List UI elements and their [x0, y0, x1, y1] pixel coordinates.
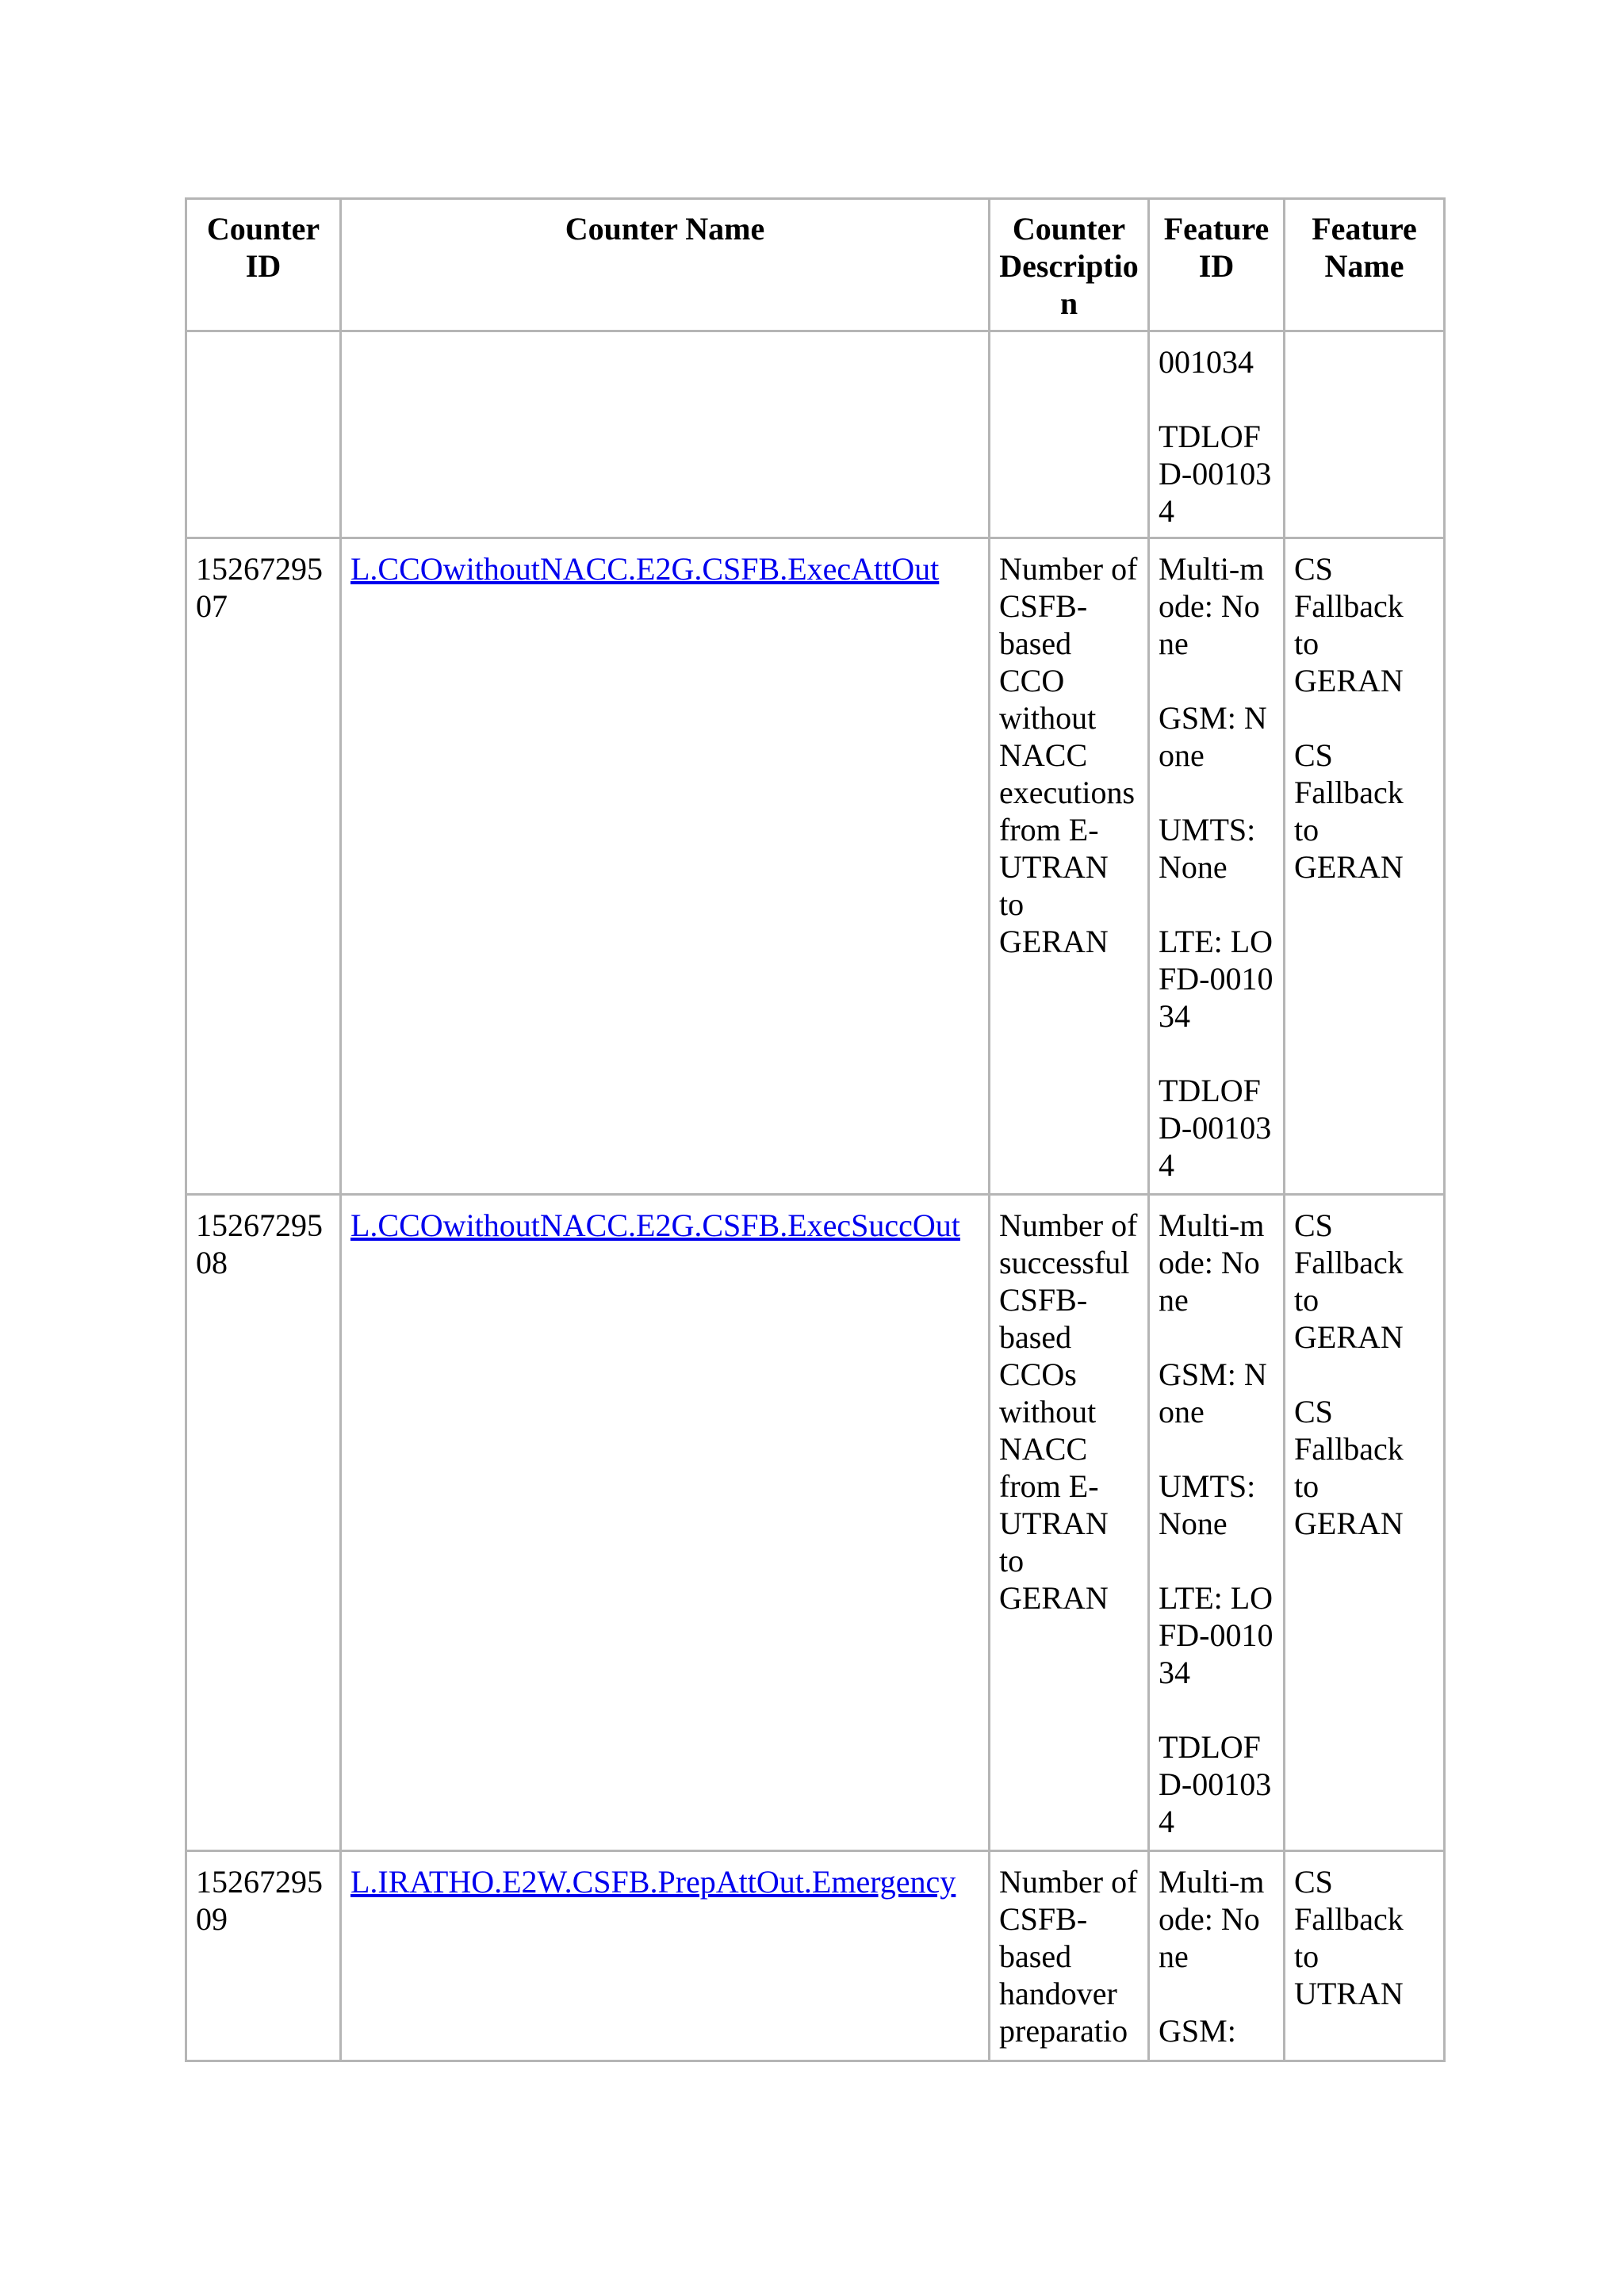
feature-id-cell — [1150, 539, 1285, 1196]
table-row — [187, 1196, 1446, 1852]
counter-name-cell — [342, 1196, 990, 1852]
header-feature-name: Feature Name — [1285, 200, 1446, 332]
table-row — [187, 539, 1446, 1196]
feature-name-entry: CS Fallback to GERAN — [1294, 551, 1404, 698]
counter-table — [185, 197, 1446, 2062]
counter-description-cell — [990, 332, 1150, 539]
feature-id-entry: GSM: None — [1159, 700, 1267, 773]
counter-id-cell — [187, 332, 342, 539]
feature-id-cell — [1150, 1852, 1285, 2062]
feature-id-entry: TDLOFD-001034 — [1159, 1729, 1272, 1839]
counter-name-cell — [342, 1852, 990, 2062]
feature-id-entry: Multi-mode: None — [1159, 1207, 1265, 1318]
table-row — [187, 1852, 1446, 2062]
counter-name-link[interactable]: L.CCOwithoutNACC.E2G.CSFB.ExecAttOut — [350, 551, 940, 587]
feature-id-entry: GSM: None — [1159, 1357, 1267, 1429]
counter-name-link[interactable]: L.CCOwithoutNACC.E2G.CSFB.ExecSuccOut — [350, 1207, 960, 1243]
counter-id-cell: 1526729509 — [187, 1852, 342, 2062]
header-counter-id: Counter ID — [187, 200, 342, 332]
counter-id-cell: 1526729508 — [187, 1196, 342, 1852]
feature-id-cell — [1150, 332, 1285, 539]
table-header-row — [187, 200, 1446, 332]
counter-name-cell — [342, 539, 990, 1196]
table-row — [187, 332, 1446, 539]
header-counter-name: Counter Name — [342, 200, 990, 332]
feature-name-cell — [1285, 1196, 1446, 1852]
feature-id-cell — [1150, 1196, 1285, 1852]
counter-name-link[interactable]: L.IRATHO.E2W.CSFB.PrepAttOut.Emergency — [350, 1864, 956, 1900]
header-feature-id: Feature ID — [1150, 200, 1285, 332]
feature-name-entry: CS Fallback to UTRAN — [1294, 1864, 1404, 2011]
feature-id-entry: UMTS: None — [1159, 1468, 1256, 1541]
feature-id-entry: Multi-mode: None — [1159, 1864, 1265, 1974]
feature-name-entry: CS Fallback to GERAN — [1294, 1207, 1404, 1355]
feature-id-entry: Multi-mode: None — [1159, 551, 1265, 661]
feature-id-entry: LTE: LOFD-001034 — [1159, 1580, 1274, 1690]
header-counter-description: Counter Description — [990, 200, 1150, 332]
counter-name-cell — [342, 332, 990, 539]
feature-name-entry: CS Fallback to GERAN — [1294, 1394, 1404, 1541]
counter-id-cell: 1526729507 — [187, 539, 342, 1196]
feature-id-entry: UMTS: None — [1159, 812, 1256, 885]
feature-id-entry: TDLOFD-001034 — [1159, 1073, 1272, 1183]
feature-id-entry: TDLOFD-001034 — [1159, 419, 1272, 529]
feature-id-entry: GSM: — [1159, 2013, 1236, 2049]
feature-id-entry: LTE: LOFD-001034 — [1159, 924, 1274, 1034]
feature-name-entry: CS Fallback to GERAN — [1294, 737, 1404, 885]
feature-id-entry: 001034 — [1159, 344, 1254, 380]
counter-description-cell: Number of successful CSFB-based CCOs without NACC from E-UTRAN to GERAN — [990, 1196, 1150, 1852]
counter-description-cell: Number of CSFB-based CCO without NACC executions from E-UTRAN to GERAN — [990, 539, 1150, 1196]
feature-name-cell — [1285, 539, 1446, 1196]
feature-name-cell — [1285, 1852, 1446, 2062]
counter-description-cell: Number of CSFB-based handover preparatio — [990, 1852, 1150, 2062]
feature-name-cell — [1285, 332, 1446, 539]
